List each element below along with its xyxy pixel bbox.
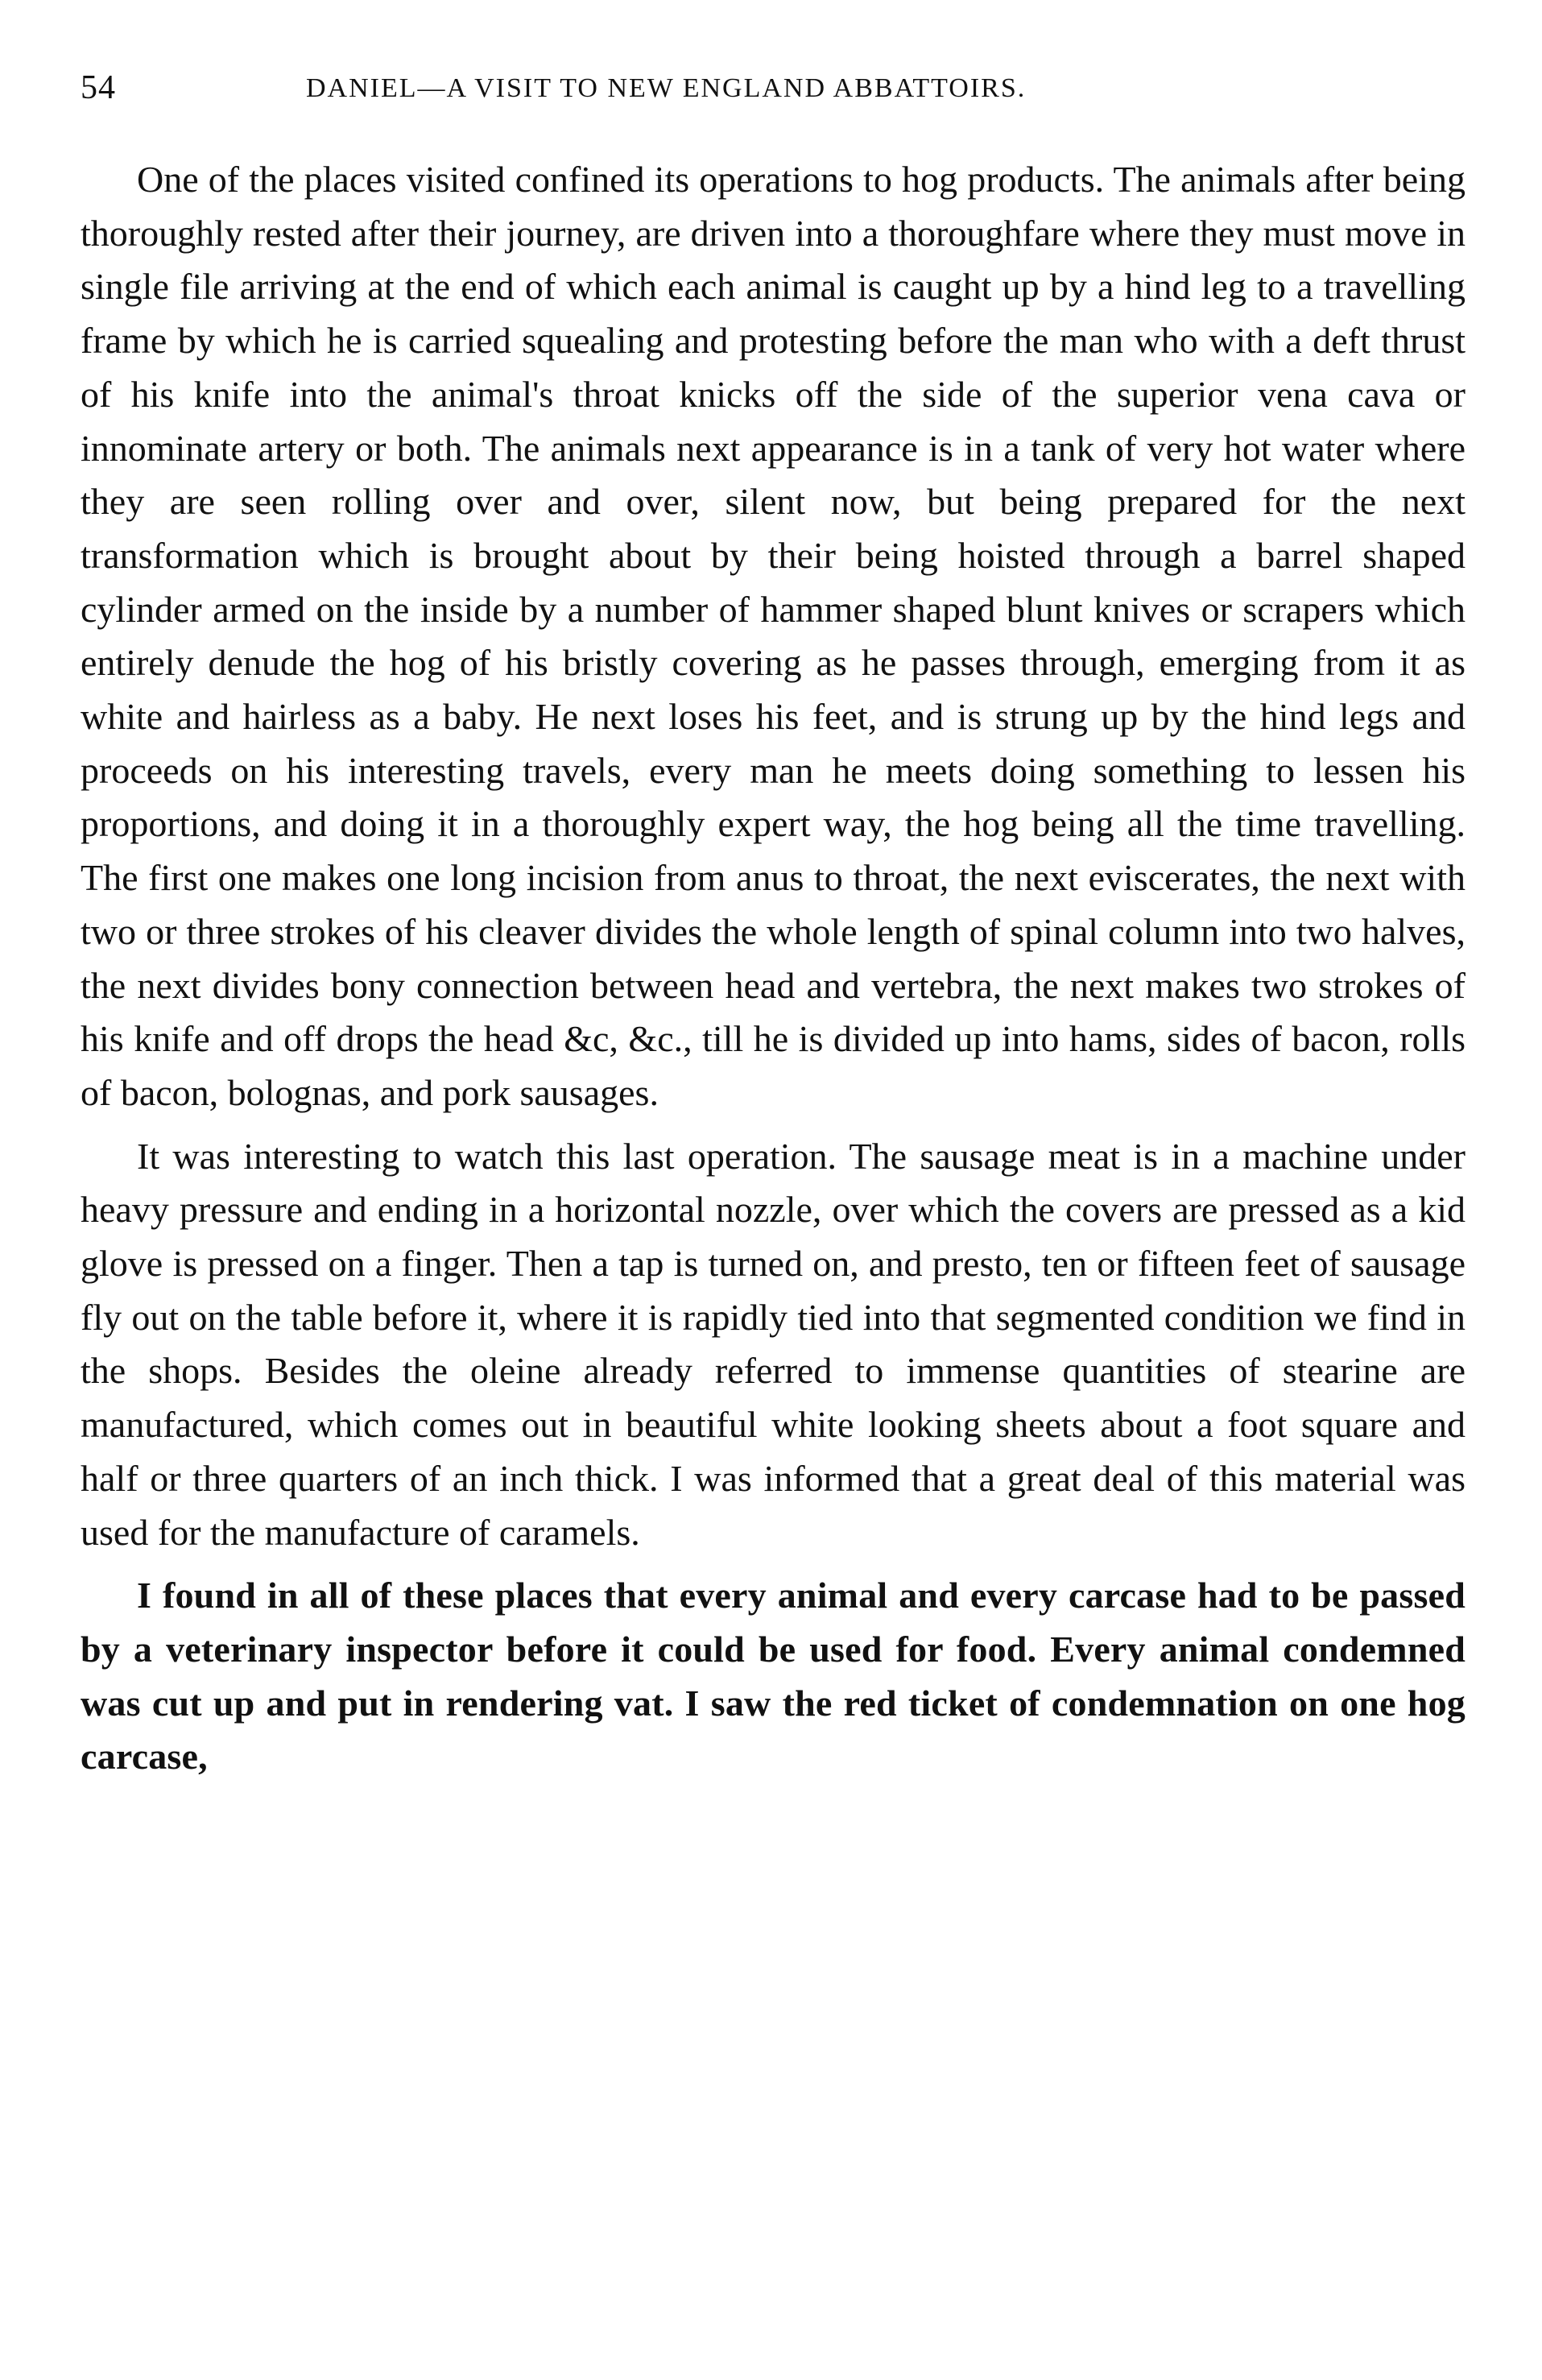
body-text: [81, 153, 1466, 1784]
paragraph-hog-operations: One of the places visited confined its operations to hog products. The animals after being thoroughly rested after their journey, are driven into a thoroughfare where they must move in single file arriving at the end of which each animal is caught up by a hind leg to a travelling frame by which he is carried squealing and protesting before the man who with a deft thrust of his knife into the animal's throat knicks off the side of the superior vena cava or innominate artery or both. The animals next appearance is in a tank of very hot water where they are seen rolling over and over, silent now, but being prepared for the next transformation which is brought about by their being hoisted through a barrel shaped cylinder armed on the inside by a number of hammer shaped blunt knives or scrapers which entirely denude the hog of his bristly covering as he passes through, emerging from it as white and hairless as a baby. He next loses his feet, and is strung up by the hind legs and proceeds on his interesting travels, every man he meets doing something to lessen his proportions, and doing it in a thoroughly expert way, the hog being all the time travelling. The first one makes one long incision from anus to throat, the next eviscerates, the next with two or three strokes of his cleaver divides the whole length of spinal column into two halves, the next divides bony connection between head and vertebra, the next makes two strokes of his knife and off drops the head &c, &c., till he is divided up into hams, sides of bacon, rolls of bacon, bolognas, and pork sausages.: [81, 159, 1466, 1113]
paragraph-veterinary-inspection: I found in all of these places that every animal and every carcase had to be passed by a veterinary inspector before it could be used for food. Every animal condemned was cut up and put in rendering vat. I saw the red ticket of condemnation on one hog carcase,: [81, 1575, 1466, 1778]
running-head: [81, 68, 1466, 117]
page-number: 54: [81, 69, 116, 106]
running-head-title: DANIEL—A VISIT TO NEW ENGLAND ABBATTOIRS.: [306, 73, 1027, 103]
paragraph-sausage-operation: It was interesting to watch this last operation. The sausage meat is in a machine under heavy pressure and ending in a horizontal nozzle, over which the covers are pressed as a kid glove is pressed on a finger. Then a tap is turned on, and presto, ten or fifteen feet of sausage fly out on the table before it, where it is rapidly tied into that segmented condition we find in the shops. Besides the oleine already referred to immense quantities of stearine are manufactured, which comes out in beautiful white looking sheets about a foot square and half or three quarters of an inch thick. I was informed that a great deal of this material was used for the manufacture of caramels.: [81, 1135, 1466, 1553]
